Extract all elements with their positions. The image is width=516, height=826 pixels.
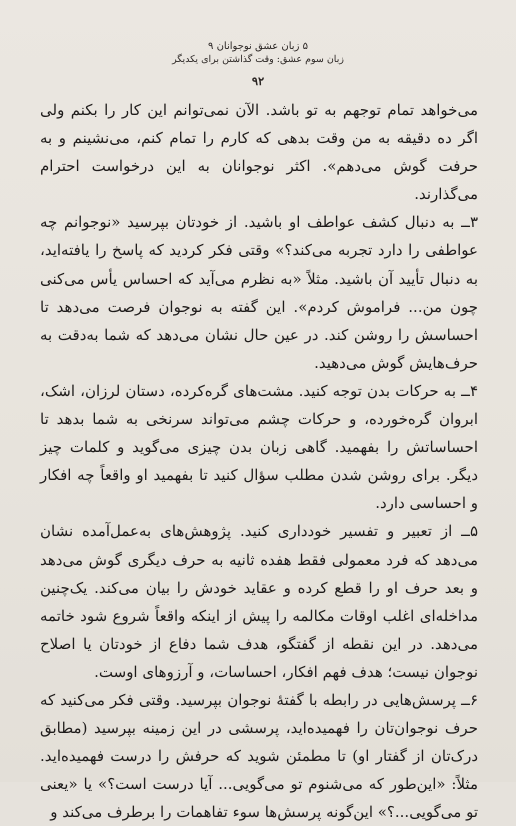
running-head [0, 40, 516, 66]
page-number: ۹۲ [251, 74, 265, 88]
paragraph-3: ۴ــ به حرکات بدن توجه کنید. مشت‌های گره‌کرده، دستان لرزان، اشک، ابروان گره‌خورده، و حرکات چشم می‌تواند سرنخی به شما بدهد تا احساساتش را بفهمید. گاهی زبان بدن چیزی می‌گوید و کلمات چیز دیگر. برای روشن شدن مطلب سؤال کنید تا بفهمید او واقعاً چه افکار و احساسی دارد. [40, 381, 478, 513]
paragraph-2: ۳ــ به دنبال کشف عواطف او باشید. از خودتان بپرسید «نوجوانم چه عواطفی را دارد تجربه می‌کند؟» وقتی فکر کردید که پاسخ را یافته‌اید، به دنبال تأیید آن باشید. مثلاً «به نظرم می‌آید که احساس یأس می‌کنی چون من... فراموش کردم». این گفته به نوجوان فرصت می‌دهد تا احساسش را روشن کند. در عین حال نشان می‌دهد که شما به‌دقت به حرف‌هایش گوش می‌دهید. [40, 213, 478, 372]
paragraph-5: ۶ــ پرسش‌هایی در رابطه با گفتهٔ نوجوان بپرسید. وقتی فکر می‌کنید که حرف نوجوان‌تان را فهمیده‌اید، پرسشی در این زمینه بپرسید (مطابق درک‌تان از گفتار او) تا مطمئن شوید که حرفش را درست فهمیده‌اید. مثلاً: «این‌طور که می‌شنوم تو می‌گویی... آیا درست است؟» یا «یعنی تو می‌گویی...؟» این‌گونه پرسش‌ها سوء تفاهمات را برطرف می‌کند و [40, 690, 478, 822]
body-text [40, 96, 478, 826]
paragraph-1: می‌خواهد تمام توجهم به تو باشد. الآن نمی‌توانم این کار را بکنم ولی اگر ده دقیقه به من وقت بدهی که کارم را تمام کنم، می‌نشینم و به حرفت گوش می‌دهم». اکثر نوجوانان به این درخواست احترام می‌گذارند. [40, 101, 478, 204]
paragraph-4: ۵ــ از تعبیر و تفسیر خودداری کنید. پژوهش‌های به‌عمل‌آمده نشان می‌دهد که فرد معمولی فقط هفده ثانیه به حرف دیگری گوش می‌دهد و بعد حرف او را قطع کرده و عقاید خودش را بیان می‌کند. یک‌چنین مداخله‌ای اغلب اوقات مکالمه را پیش از اینکه واقعاً شروع شود خاتمه می‌دهد. در این نقطه از گفتگو، هدف شما دفاع از خودتان یا اصلاح نوجوان نیست؛ هدف فهم افکار، احساسات، و آرزوهای اوست. [40, 522, 478, 681]
book-title: ۵ زبان عشق نوجوانان ۹ [208, 41, 308, 52]
chapter-title: زبان سوم عشق: وقت گذاشتن برای یکدیگر [172, 54, 344, 65]
